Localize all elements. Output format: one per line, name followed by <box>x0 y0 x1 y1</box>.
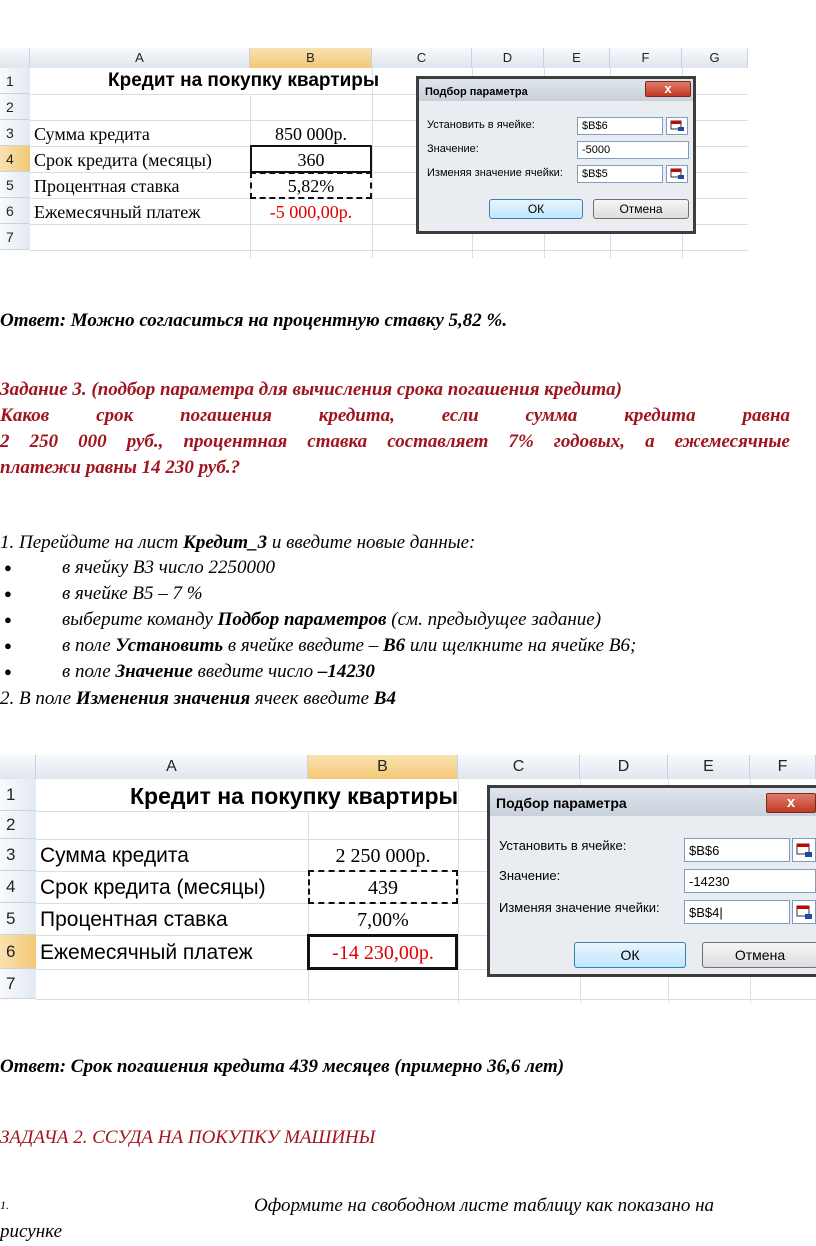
set-cell-label: Установить в ячейке: <box>499 838 627 853</box>
column-header-e[interactable]: E <box>668 755 750 779</box>
column-header-f[interactable]: F <box>610 48 682 68</box>
value-label: Значение: <box>499 868 561 883</box>
target-value: –14230 <box>317 661 375 682</box>
row-header-1[interactable]: 1 <box>0 779 36 811</box>
goal-seek-dialog <box>416 76 696 234</box>
value-input[interactable]: -14230 <box>684 869 816 893</box>
row-header-6[interactable]: 6 <box>0 935 36 969</box>
value-interest-rate[interactable]: 7,00% <box>357 909 409 931</box>
column-header-c[interactable]: C <box>372 48 472 68</box>
label-loan-amount[interactable]: Сумма кредита <box>40 844 189 867</box>
label-interest-rate[interactable]: Процентная ставка <box>34 176 180 196</box>
value-loan-amount[interactable]: 850 000р. <box>275 124 347 144</box>
bullet-4-text: в поле <box>62 635 116 656</box>
close-icon[interactable]: x <box>645 81 691 97</box>
value-loan-term[interactable]: 360 <box>297 150 325 170</box>
value-monthly-payment[interactable]: -14 230,00р. <box>332 942 434 964</box>
field-name: Изменения значения <box>75 688 251 709</box>
label-loan-term[interactable]: Срок кредита (месяцы) <box>34 150 212 170</box>
sheet-title[interactable]: Кредит на покупку квартиры <box>108 70 380 91</box>
close-icon[interactable]: x <box>766 793 816 813</box>
bullet-5 <box>62 660 375 683</box>
label-monthly-payment[interactable]: Ежемесячный платеж <box>40 941 253 964</box>
field-name: Установить <box>115 635 224 656</box>
sheet-name: Кредит_3 <box>182 532 268 553</box>
task3-title: Задание 3. (подбор параметра для вычисления срока погашения кредита) <box>0 379 622 400</box>
column-header-a[interactable]: A <box>30 48 250 68</box>
range-picker-icon[interactable] <box>792 900 816 924</box>
bullet-icon: ● <box>4 586 12 601</box>
row-header-4[interactable]: 4 <box>0 146 30 172</box>
cell-ref: В4 <box>373 688 396 709</box>
value-input[interactable]: -5000 <box>577 141 689 159</box>
set-cell-input[interactable]: $B$6 <box>577 117 663 135</box>
row-header-1[interactable]: 1 <box>0 68 30 94</box>
column-header-b[interactable]: B <box>250 48 372 68</box>
column-header-a[interactable]: A <box>36 755 308 779</box>
bullet-5-text: в поле <box>62 661 116 682</box>
bullet-3 <box>62 608 601 631</box>
changing-cell-input[interactable]: $B$5 <box>577 165 663 183</box>
step-1-text: 1. Перейдите на лист <box>0 532 183 553</box>
answer-1: Ответ: Можно согласиться на процентную ставку 5,82 %. <box>0 310 508 331</box>
cancel-button[interactable]: Отмена <box>702 942 816 968</box>
value-interest-rate[interactable]: 5,82% <box>287 176 335 196</box>
answer-2: Ответ: Срок погашения кредита 439 месяцев (примерно 36,6 лет) <box>0 1056 565 1077</box>
step-2 <box>0 687 396 710</box>
step-2-text-mid: ячеек введите <box>250 688 374 709</box>
bullet-4-text-end: или щелкните на ячейке В6; <box>405 635 637 656</box>
task3-line-2: 2 250 000 руб., процентная ставка составляет 7% годовых, а ежемесячные <box>0 431 790 452</box>
range-picker-icon[interactable] <box>666 117 688 135</box>
row-header-6[interactable]: 6 <box>0 198 30 224</box>
row-header-2[interactable]: 2 <box>0 811 36 839</box>
row-header-5[interactable]: 5 <box>0 172 30 198</box>
column-header-bar <box>0 48 748 68</box>
bullet-icon: ● <box>4 664 12 679</box>
goal-seek-dialog <box>487 785 816 977</box>
column-header-b[interactable]: B <box>308 755 458 779</box>
gridline <box>372 68 373 258</box>
bullet-3-note: (см. предыдущее задание) <box>386 609 602 630</box>
value-loan-amount[interactable]: 2 250 000р. <box>335 845 431 867</box>
column-header-bar <box>0 755 816 779</box>
cancel-button[interactable]: Отмена <box>593 199 689 219</box>
gridline <box>458 779 459 1003</box>
row-header-7[interactable]: 7 <box>0 224 30 250</box>
command-name: Подбор параметров <box>217 609 387 630</box>
bullet-icon: ● <box>4 638 12 653</box>
column-header-d[interactable]: D <box>472 48 544 68</box>
row-header-7[interactable]: 7 <box>0 969 36 999</box>
bullet-3-text: выберите команду <box>62 609 218 630</box>
spreadsheet-2 <box>0 755 816 1003</box>
gridline <box>36 999 816 1000</box>
bullet-4-text-mid: в ячейке введите – <box>223 635 383 656</box>
bullet-icon: ● <box>4 560 12 575</box>
final-step-text-2: рисунке <box>0 1221 63 1242</box>
bullet-icon: ● <box>4 612 12 627</box>
task3-line-1: Каков срок погашения кредита, если сумма кредита равна <box>0 405 790 426</box>
value-loan-term[interactable]: 439 <box>368 877 398 899</box>
task3-line-3: платежи равны 14 230 руб.? <box>0 457 241 478</box>
column-header-g[interactable]: G <box>682 48 748 68</box>
field-name: Значение <box>115 661 193 682</box>
bullet-1: в ячейку В3 число 2250000 <box>62 557 276 578</box>
sheet-title[interactable]: Кредит на покупку квартиры <box>130 783 459 809</box>
set-cell-label: Установить в ячейке: <box>427 119 535 131</box>
cell-ref: В6 <box>382 635 406 656</box>
set-cell-input[interactable]: $B$6 <box>684 838 790 862</box>
step-2-text: 2. В поле <box>0 688 76 709</box>
ok-button[interactable]: ОК <box>574 942 686 968</box>
bullet-4 <box>62 634 636 657</box>
column-header-d[interactable]: D <box>580 755 668 779</box>
dialog-title[interactable]: Подбор параметра <box>419 79 693 101</box>
row-header-5[interactable]: 5 <box>0 903 36 935</box>
range-picker-icon[interactable] <box>666 165 688 183</box>
bullet-5-text-mid: введите число <box>192 661 318 682</box>
ok-button[interactable]: ОК <box>489 199 583 219</box>
label-monthly-payment[interactable]: Ежемесячный платеж <box>34 202 201 222</box>
value-label: Значение: <box>427 143 479 155</box>
column-header-c[interactable]: C <box>458 755 580 779</box>
row-header-3[interactable]: 3 <box>0 120 30 146</box>
column-header-f[interactable]: F <box>750 755 816 779</box>
row-header-3[interactable]: 3 <box>0 839 36 871</box>
final-step-text: Оформите на свободном листе таблицу как показано на <box>254 1195 714 1216</box>
corner-cell[interactable] <box>0 755 36 779</box>
gridline <box>30 250 748 251</box>
changing-cell-label: Изменяя значение ячейки: <box>499 900 660 915</box>
label-interest-rate[interactable]: Процентная ставка <box>40 908 228 931</box>
label-loan-term[interactable]: Срок кредита (месяцы) <box>40 876 266 899</box>
bullet-2: в ячейке В5 – 7 % <box>62 583 203 604</box>
final-step-number: 1. <box>0 1198 9 1212</box>
task2-heading: ЗАДАЧА 2. ССУДА НА ПОКУПКУ МАШИНЫ <box>0 1127 376 1148</box>
changing-cell-label: Изменяя значение ячейки: <box>427 167 563 179</box>
corner-cell[interactable] <box>0 48 30 68</box>
step-1-text-end: и введите новые данные: <box>267 532 476 553</box>
value-monthly-payment[interactable]: -5 000,00р. <box>269 202 353 222</box>
column-header-e[interactable]: E <box>544 48 610 68</box>
range-picker-icon[interactable] <box>792 838 816 862</box>
row-header-4[interactable]: 4 <box>0 871 36 903</box>
spreadsheet-1 <box>0 48 748 258</box>
changing-cell-input[interactable]: $B$4| <box>684 900 790 924</box>
label-loan-amount[interactable]: Сумма кредита <box>34 124 150 144</box>
dialog-title[interactable]: Подбор параметра <box>490 788 816 816</box>
step-1 <box>0 531 475 554</box>
row-header-2[interactable]: 2 <box>0 94 30 120</box>
